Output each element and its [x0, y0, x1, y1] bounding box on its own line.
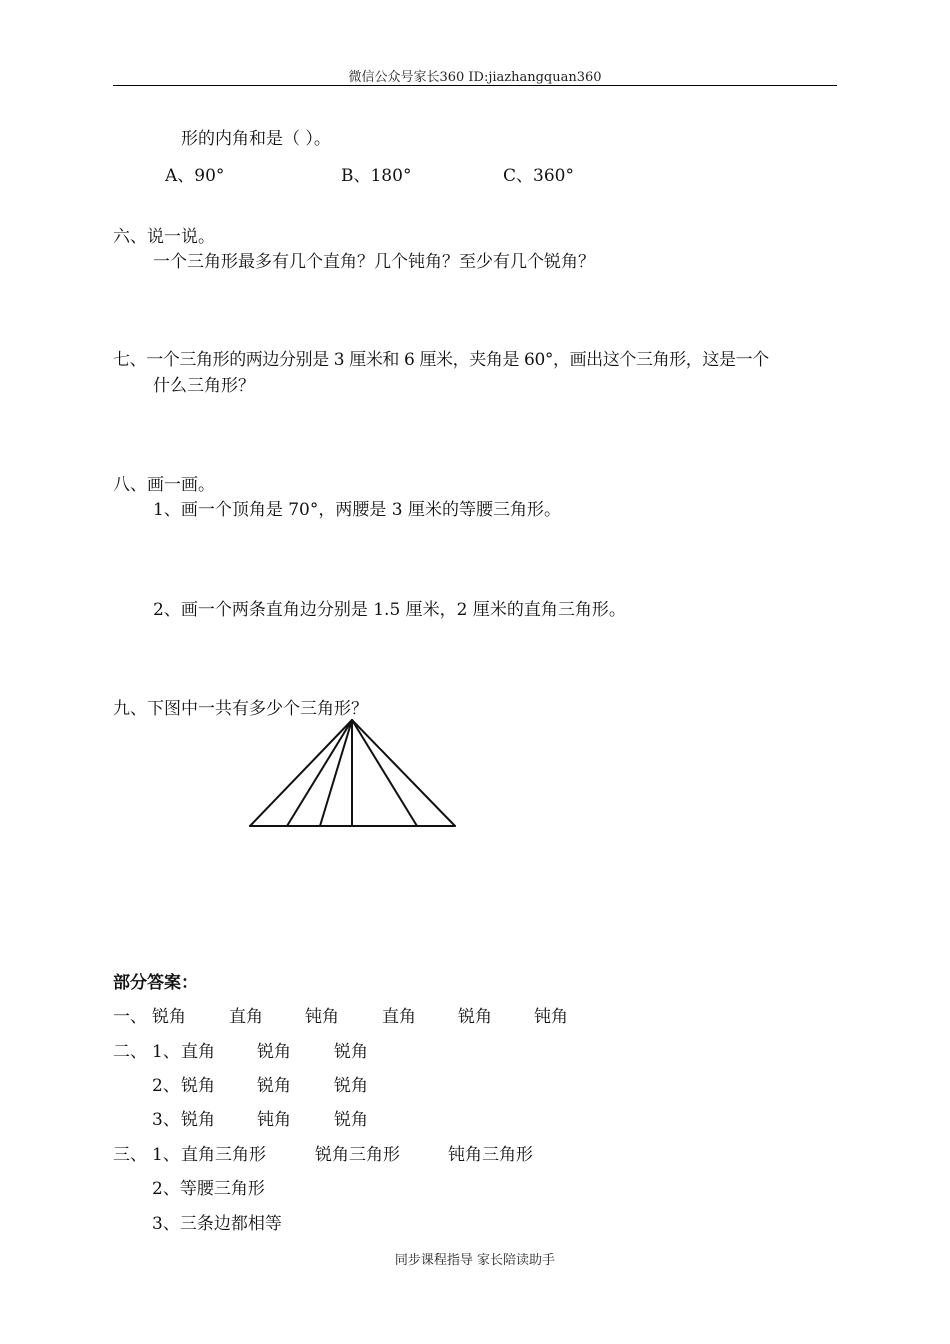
q9-title: 九、下图中一共有多少个三角形？: [113, 699, 368, 719]
q5-line: 形的内角和是（ ）。: [181, 129, 331, 149]
answers-row2-num: 1、: [152, 1042, 180, 1062]
q6-body: 一个三角形最多有几个直角？几个钝角？至少有几个锐角？: [153, 252, 595, 272]
answers-row2-item: 直角: [181, 1042, 215, 1062]
answers-row2-item: 锐角: [257, 1042, 291, 1062]
answers-row2-label: 二、: [113, 1042, 147, 1062]
q8-item1: 1、画一个顶角是 70°，两腰是 3 厘米的等腰三角形。: [153, 500, 561, 520]
q6-title: 六、说一说。: [113, 227, 215, 247]
answers-row1-item: 锐角: [152, 1007, 186, 1027]
header-rule: [113, 85, 837, 86]
page-header: 微信公众号家长360 ID:jiazhangquan360: [348, 70, 602, 85]
answers-row3-num: 1、: [152, 1145, 180, 1165]
answers-row2-item: 锐角: [334, 1110, 368, 1130]
q5-option-b: B、180°: [341, 166, 412, 186]
answers-row2-item: 钝角: [257, 1110, 291, 1130]
answers-row1-item: 锐角: [458, 1007, 492, 1027]
answers-row1-item: 直角: [229, 1007, 263, 1027]
answers-row2-item: 锐角: [334, 1042, 368, 1062]
triangle-right-side: [352, 720, 455, 826]
answers-row1-item: 钝角: [305, 1007, 339, 1027]
q5-option-a: A、90°: [165, 166, 225, 186]
answers-row3-item: 直角三角形: [181, 1145, 266, 1165]
answers-row1-item: 钝角: [534, 1007, 568, 1027]
answers-row2-num: 3、: [152, 1110, 180, 1130]
q8-item2: 2、画一个两条直角边分别是 1.5 厘米，2 厘米的直角三角形。: [153, 600, 626, 620]
answers-row3-label: 三、: [113, 1145, 147, 1165]
answers-row2-num: 2、: [152, 1076, 180, 1096]
triangle-inner-line-1: [287, 720, 352, 826]
page-footer: 同步课程指导 家长陪读助手: [394, 1253, 556, 1268]
answers-row3-item: 钝角三角形: [448, 1145, 533, 1165]
answers-row2-item: 锐角: [334, 1076, 368, 1096]
answers-row3-line3: 3、三条边都相等: [152, 1214, 282, 1234]
answers-row1-label: 一、: [113, 1007, 147, 1027]
q7-line2: 什么三角形？: [153, 376, 255, 396]
q8-title: 八、画一画。: [113, 475, 215, 495]
triangle-figure: [240, 715, 465, 835]
answers-row3-line2: 2、等腰三角形: [152, 1179, 265, 1199]
triangle-inner-line-4: [352, 720, 417, 826]
answers-row2-item: 锐角: [257, 1076, 291, 1096]
answers-row2-item: 锐角: [181, 1110, 215, 1130]
answers-row3-item: 锐角三角形: [315, 1145, 400, 1165]
answers-row1-item: 直角: [382, 1007, 416, 1027]
q7-line1: 七、一个三角形的两边分别是 3 厘米和 6 厘米，夹角是 60°，画出这个三角形，这是一个: [113, 350, 769, 370]
answers-title: 部分答案：: [113, 973, 198, 993]
answers-row2-item: 锐角: [181, 1076, 215, 1096]
q5-option-c: C、360°: [503, 166, 574, 186]
